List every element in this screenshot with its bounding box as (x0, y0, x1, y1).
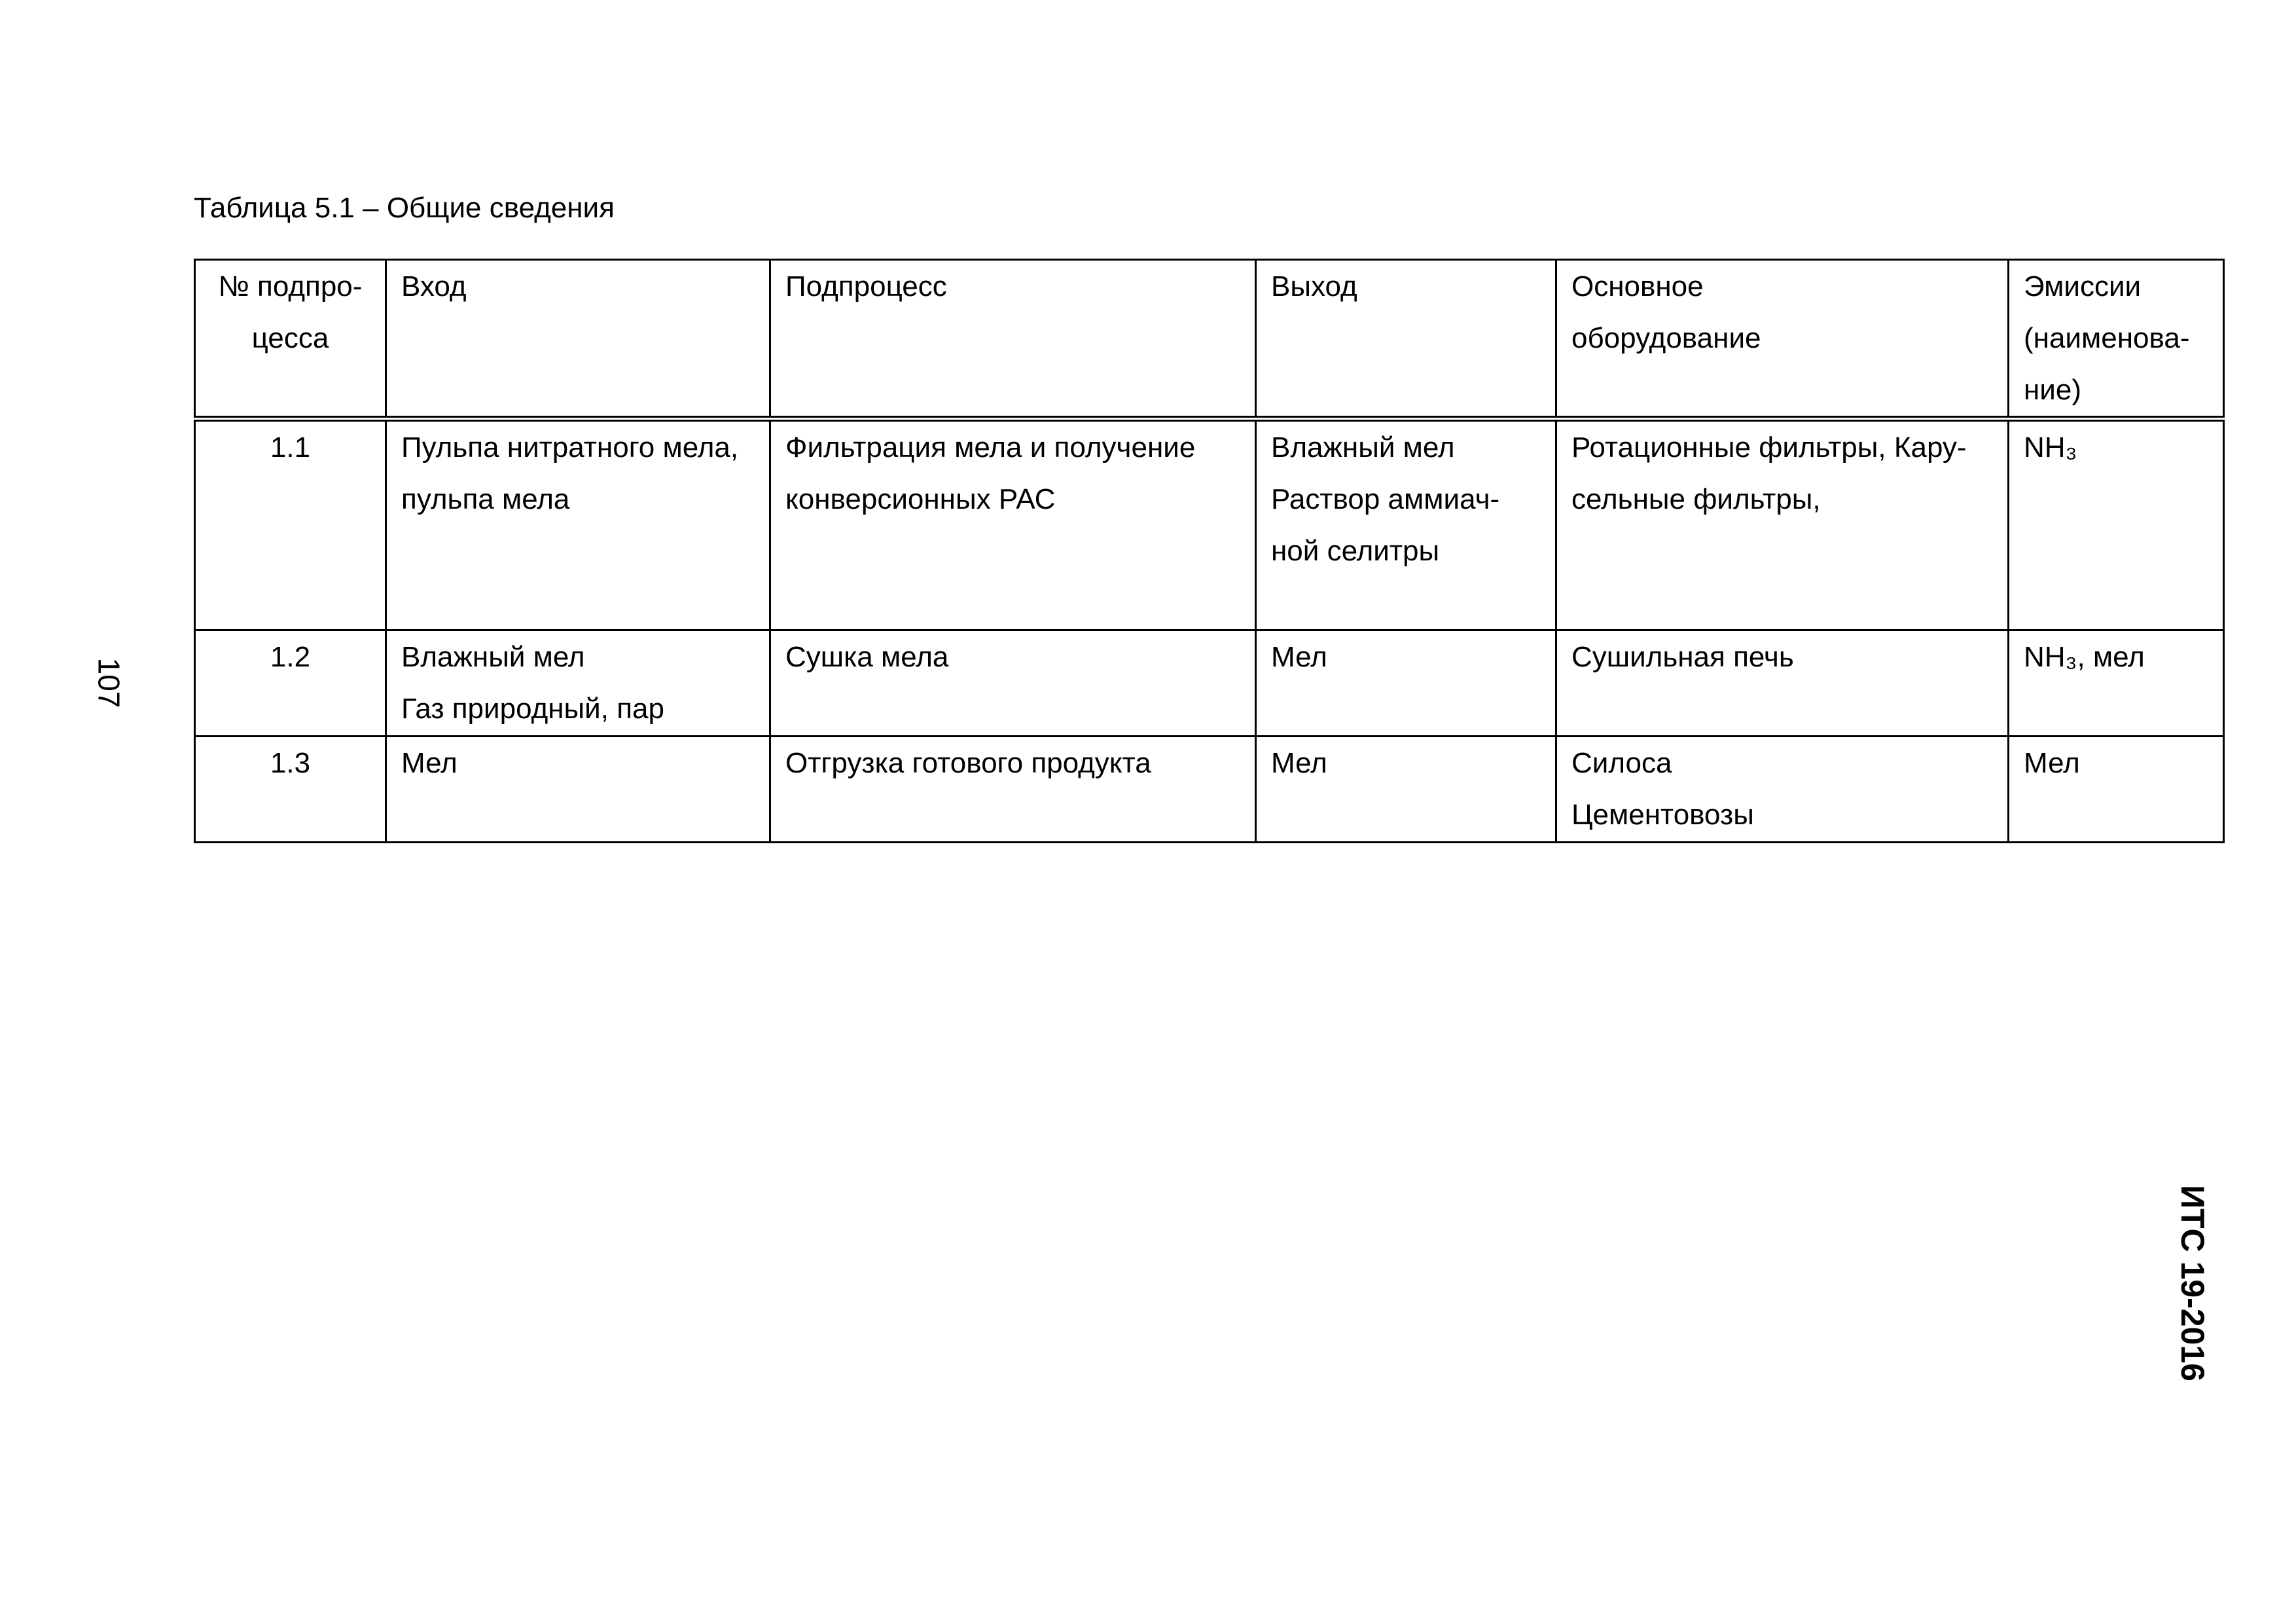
cell-output: Влажный мел Раствор аммиач- ной селитры (1256, 419, 1556, 630)
header-subprocess: Подпроцесс (770, 260, 1256, 419)
table-row (195, 737, 2224, 843)
document-code: ИТС 19-2016 (2174, 1185, 2211, 1381)
table-row (195, 419, 2224, 630)
cell-subprocess: Отгрузка готового продукта (770, 737, 1256, 843)
header-input: Вход (386, 260, 770, 419)
cell-input: Мел (386, 737, 770, 843)
cell-emissions: NH₃, мел (2009, 630, 2224, 737)
cell-input: Влажный мел Газ природный, пар (386, 630, 770, 737)
page-number: 107 (92, 657, 126, 708)
cell-subprocess-number: 1.3 (195, 737, 386, 843)
header-equipment: Основное оборудование (1556, 260, 2009, 419)
table-row (195, 630, 2224, 737)
cell-subprocess: Сушка мела (770, 630, 1256, 737)
cell-subprocess: Фильтрация мела и получение конверсионных РАС (770, 419, 1256, 630)
cell-subprocess-number: 1.2 (195, 630, 386, 737)
cell-equipment: Силоса Цементовозы (1556, 737, 2009, 843)
header-subprocess-number: № подпро- цесса (195, 260, 386, 419)
header-output: Выход (1256, 260, 1556, 419)
table-header-row (195, 260, 2224, 419)
cell-emissions: NH₃ (2009, 419, 2224, 630)
cell-equipment: Ротационные фильтры, Кару- сельные фильтры, (1556, 419, 2009, 630)
cell-input: Пульпа нитратного мела, пульпа мела (386, 419, 770, 630)
cell-equipment: Сушильная печь (1556, 630, 2009, 737)
cell-output: Мел (1256, 737, 1556, 843)
general-info-table (194, 259, 2225, 843)
cell-emissions: Мел (2009, 737, 2224, 843)
table-caption: Таблица 5.1 – Общие сведения (194, 192, 615, 224)
header-emissions: Эмиссии (наименова- ние) (2009, 260, 2224, 419)
cell-output: Мел (1256, 630, 1556, 737)
cell-subprocess-number: 1.1 (195, 419, 386, 630)
